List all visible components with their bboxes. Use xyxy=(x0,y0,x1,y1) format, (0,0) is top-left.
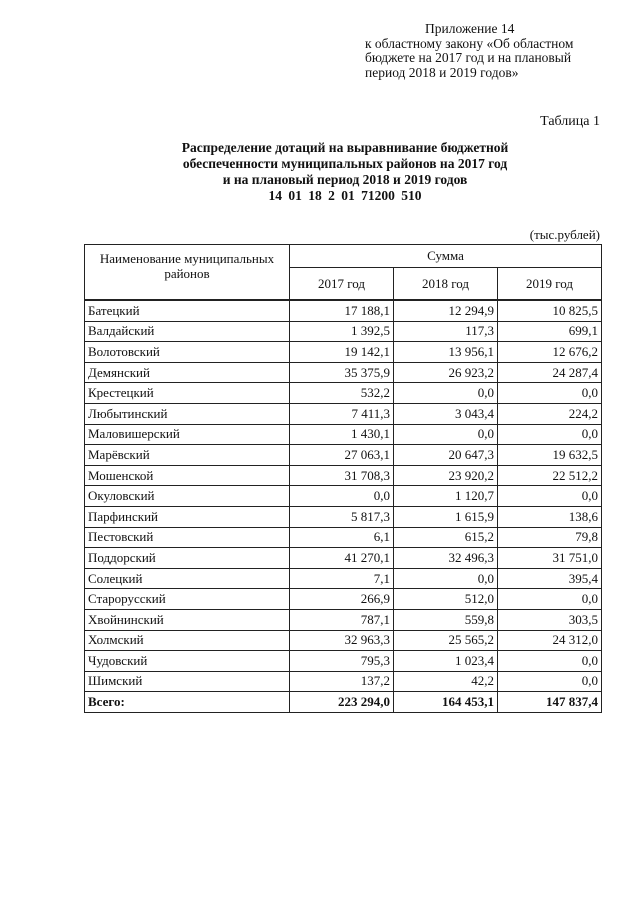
value-2019: 0,0 xyxy=(498,651,602,672)
table-row xyxy=(85,342,602,363)
title-line-2: обеспеченности муниципальных районов на 2017 год xyxy=(182,156,508,171)
appendix-line-4: период 2018 и 2019 годов» xyxy=(365,64,519,80)
district-name: Демянский xyxy=(85,362,290,383)
value-2018: 3 043,4 xyxy=(394,403,498,424)
district-name: Поддорский xyxy=(85,548,290,569)
value-2017: 27 063,1 xyxy=(290,445,394,466)
value-2018: 117,3 xyxy=(394,321,498,342)
table-row xyxy=(85,671,602,692)
district-name: Окуловский xyxy=(85,486,290,507)
district-name: Любытинский xyxy=(85,403,290,424)
value-2017: 7 411,3 xyxy=(290,403,394,424)
district-name: Батецкий xyxy=(85,300,290,321)
value-2019: 22 512,2 xyxy=(498,465,602,486)
district-name: Парфинский xyxy=(85,506,290,527)
value-2017: 266,9 xyxy=(290,589,394,610)
table-row xyxy=(85,568,602,589)
value-2017: 787,1 xyxy=(290,609,394,630)
value-2019: 0,0 xyxy=(498,424,602,445)
value-2017: 7,1 xyxy=(290,568,394,589)
value-2018: 26 923,2 xyxy=(394,362,498,383)
value-2017: 532,2 xyxy=(290,383,394,404)
total-2018: 164 453,1 xyxy=(394,692,498,713)
table-row xyxy=(85,445,602,466)
value-2019: 138,6 xyxy=(498,506,602,527)
value-2017: 41 270,1 xyxy=(290,548,394,569)
value-2019: 699,1 xyxy=(498,321,602,342)
value-2018: 0,0 xyxy=(394,568,498,589)
title-line-1: Распределение дотаций на выравнивание бюджетной xyxy=(181,140,509,155)
value-2019: 0,0 xyxy=(498,589,602,610)
value-2019: 10 825,5 xyxy=(498,300,602,321)
district-name: Мошенской xyxy=(85,465,290,486)
value-2017: 795,3 xyxy=(290,651,394,672)
value-2018: 0,0 xyxy=(394,424,498,445)
district-name: Солецкий xyxy=(85,568,290,589)
value-2019: 12 676,2 xyxy=(498,342,602,363)
total-row xyxy=(85,692,602,713)
value-2019: 0,0 xyxy=(498,671,602,692)
district-name: Валдайский xyxy=(85,321,290,342)
table-row xyxy=(85,362,602,383)
district-name: Крестецкий xyxy=(85,383,290,404)
budget-code: 14 01 18 2 01 71200 510 xyxy=(268,188,422,203)
value-2019: 24 312,0 xyxy=(498,630,602,651)
total-2017: 223 294,0 xyxy=(290,692,394,713)
value-2018: 1 120,7 xyxy=(394,486,498,507)
district-name: Старорусский xyxy=(85,589,290,610)
appendix-header xyxy=(365,22,610,80)
appendix-line-3: бюджете на 2017 год и на плановый xyxy=(365,50,572,65)
table-row xyxy=(85,506,602,527)
appendix-line-2: к областному закону «Об областном xyxy=(365,35,574,51)
header-year-2017: 2017 год xyxy=(290,268,394,301)
table-row xyxy=(85,403,602,424)
value-2018: 512,0 xyxy=(394,589,498,610)
value-2018: 42,2 xyxy=(394,671,498,692)
table-header-row xyxy=(85,245,602,268)
value-2017: 31 708,3 xyxy=(290,465,394,486)
value-2018: 20 647,3 xyxy=(394,445,498,466)
table-row xyxy=(85,609,602,630)
district-name: Волотовский xyxy=(85,342,290,363)
table-row xyxy=(85,424,602,445)
total-label: Всего: xyxy=(85,692,290,713)
value-2019: 24 287,4 xyxy=(498,362,602,383)
value-2017: 5 817,3 xyxy=(290,506,394,527)
table-row xyxy=(85,300,602,321)
value-2017: 32 963,3 xyxy=(290,630,394,651)
value-2019: 79,8 xyxy=(498,527,602,548)
value-2017: 0,0 xyxy=(290,486,394,507)
district-name: Хвойнинский xyxy=(85,609,290,630)
district-name: Холмский xyxy=(85,630,290,651)
value-2018: 1 023,4 xyxy=(394,651,498,672)
value-2019: 224,2 xyxy=(498,403,602,424)
header-year-2018: 2018 год xyxy=(394,268,498,301)
header-year-2019: 2019 год xyxy=(498,268,602,301)
value-2019: 303,5 xyxy=(498,609,602,630)
value-2017: 6,1 xyxy=(290,527,394,548)
value-2018: 13 956,1 xyxy=(394,342,498,363)
table-row xyxy=(85,548,602,569)
unit-label: (тыс.рублей) xyxy=(529,227,600,242)
value-2017: 17 188,1 xyxy=(290,300,394,321)
value-2019: 0,0 xyxy=(498,486,602,507)
subsidy-table xyxy=(84,244,602,713)
appendix-line-1: Приложение 14 xyxy=(425,21,515,36)
table-row xyxy=(85,651,602,672)
header-sum: Сумма xyxy=(290,245,602,268)
table-row xyxy=(85,527,602,548)
table-row xyxy=(85,321,602,342)
value-2018: 615,2 xyxy=(394,527,498,548)
value-2019: 19 632,5 xyxy=(498,445,602,466)
district-name: Чудовский xyxy=(85,651,290,672)
table-row xyxy=(85,589,602,610)
value-2019: 31 751,0 xyxy=(498,548,602,569)
value-2018: 559,8 xyxy=(394,609,498,630)
header-name: Наименование муниципальных районов xyxy=(85,245,290,301)
value-2019: 395,4 xyxy=(498,568,602,589)
table-row xyxy=(85,465,602,486)
document-title xyxy=(80,140,610,204)
table-row xyxy=(85,383,602,404)
district-name: Шимский xyxy=(85,671,290,692)
value-2017: 137,2 xyxy=(290,671,394,692)
value-2019: 0,0 xyxy=(498,383,602,404)
title-line-3: и на плановый период 2018 и 2019 годов xyxy=(222,172,468,187)
value-2017: 35 375,9 xyxy=(290,362,394,383)
table-row xyxy=(85,630,602,651)
value-2017: 1 392,5 xyxy=(290,321,394,342)
value-2018: 25 565,2 xyxy=(394,630,498,651)
table-body xyxy=(85,300,602,712)
value-2018: 1 615,9 xyxy=(394,506,498,527)
value-2017: 19 142,1 xyxy=(290,342,394,363)
district-name: Пестовский xyxy=(85,527,290,548)
district-name: Марёвский xyxy=(85,445,290,466)
value-2018: 32 496,3 xyxy=(394,548,498,569)
table-label: Таблица 1 xyxy=(540,114,600,129)
value-2018: 0,0 xyxy=(394,383,498,404)
total-2019: 147 837,4 xyxy=(498,692,602,713)
value-2018: 23 920,2 xyxy=(394,465,498,486)
table-row xyxy=(85,486,602,507)
value-2017: 1 430,1 xyxy=(290,424,394,445)
district-name: Маловишерский xyxy=(85,424,290,445)
value-2018: 12 294,9 xyxy=(394,300,498,321)
